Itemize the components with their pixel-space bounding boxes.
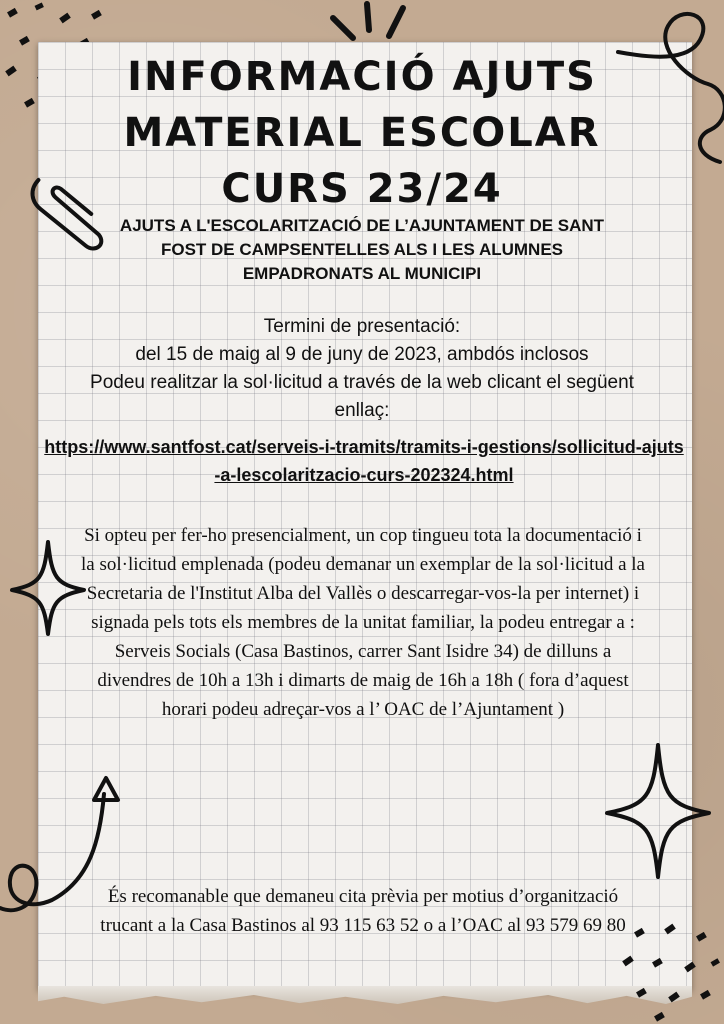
online-instructions: Podeu realitzar la sol·licitud a través de la web clicant el següent enllaç: bbox=[90, 372, 634, 421]
in-person-section bbox=[80, 521, 646, 724]
appointment-note: És recomanable que demaneu cita prèvia per motius d’organització trucant a la Casa Bastinos al 93 115 63 52 o a l’OAC al 93 579 69 80 bbox=[100, 886, 626, 936]
sparkle-star-icon bbox=[603, 741, 713, 881]
sparkle-star-icon bbox=[8, 538, 88, 638]
application-link[interactable]: https://www.santfost.cat/serveis-i-tramits/tramits-i-gestions/sollicitud-ajuts-a-lescolaritzacio-curs-202324.html bbox=[44, 437, 684, 485]
burst-lines-icon bbox=[325, 0, 415, 50]
title-line-2: MATERIAL ESCOLAR bbox=[123, 110, 601, 156]
in-person-location: Serveis Socials (Casa Bastinos, carrer Sant Isidre 34) de dilluns a divendres de 10h a 13h i dimarts de maig de 16h a 18h ( fora d’aquest horari podeu adreçar-vos a l’ OAC de l’Ajuntament ) bbox=[97, 641, 629, 720]
deadline-dates: del 15 de maig al 9 de juny de 2023, ambdós inclosos bbox=[135, 344, 589, 365]
subtitle: AJUTS A L'ESCOLARITZACIÓ DE L’AJUNTAMENT DE SANT FOST DE CAMPSENTELLES ALS I LES ALUMNES EMPADRONATS AL MUNICIPI bbox=[119, 216, 605, 283]
deadline-section bbox=[60, 313, 664, 425]
deadline-label: Termini de presentació: bbox=[263, 316, 461, 337]
in-person-text: Si opteu per fer-ho presencialment, un cop tingueu tota la documentació i la sol·licitud emplenada (podeu demanar un exemplar de la sol·licitud a la Secretaria de l'Institut Alba del Vallès o descarregar-vos-la per internet) i signada pels tots els membres de la unitat familiar, la podeu entregar a : bbox=[81, 525, 645, 633]
title-line-3: CURS 23/24 bbox=[221, 166, 503, 212]
dots-cluster-icon bbox=[615, 920, 724, 1024]
title-line-1: INFORMACIÓ AJUTS bbox=[127, 54, 597, 100]
